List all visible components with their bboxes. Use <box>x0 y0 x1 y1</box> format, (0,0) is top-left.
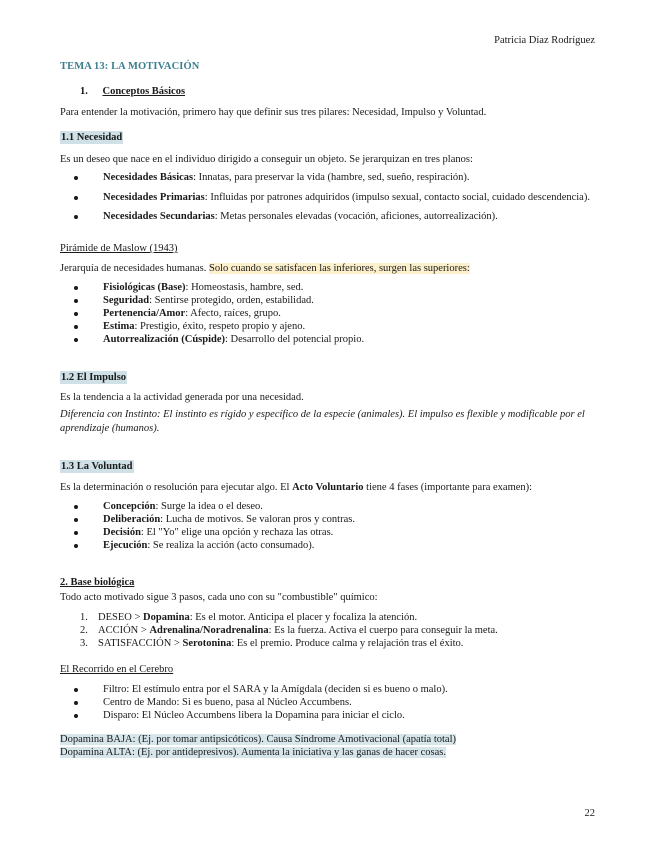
heading-highlight: 1.1 Necesidad <box>61 132 123 143</box>
section-1-2-heading <box>60 371 127 384</box>
section-1-1-intro: Es un deseo que nace en el individuo dirigido a conseguir un objeto. Se jerarquizan en tres planos: <box>60 154 473 165</box>
item-text: : Es la fuerza. Activa el cuerpo para conseguir la meta. <box>268 625 498 636</box>
brain-path-heading: El Recorrido en el Cerebro <box>60 664 174 675</box>
dopamine-note-high <box>60 746 446 759</box>
item-number: 1. <box>80 612 88 623</box>
item-text: : Innatas, para preservar la vida (hambre, sed, sueño, respiración). <box>193 172 470 183</box>
item-text: : Lucha de motivos. Se valoran pros y contras. <box>160 514 355 525</box>
item-term: Estima <box>103 321 135 332</box>
section-2-heading: 2. Base biológica <box>60 577 135 588</box>
bullet-icon <box>74 714 78 718</box>
bullet-icon <box>74 518 78 522</box>
section-number: 1. <box>80 86 88 97</box>
section-1-2-intro: Es la tendencia a la actividad generada por una necesidad. <box>60 392 304 403</box>
item-term: Seguridad <box>103 295 150 306</box>
note-highlight: Dopamina ALTA: (Ej. por antidepresivos). Aumenta la iniciativa y las ganas de hacer cosas. <box>60 747 446 758</box>
item-term: Fisiológicas (Base) <box>103 282 186 293</box>
bullet-icon <box>74 688 78 692</box>
item-term: Necesidades Secundarias <box>103 211 215 222</box>
item-number: 3. <box>80 638 88 649</box>
numbered-item <box>60 637 600 651</box>
item-term: Decisión <box>103 527 141 538</box>
bullet-icon <box>74 325 78 329</box>
item-prefix: DESEO > <box>98 612 144 623</box>
item-term: Dopamina <box>143 612 190 623</box>
item-term: Serotonina <box>182 638 232 649</box>
maslow-heading: Pirámide de Maslow (1943) <box>60 243 178 254</box>
intro-text: Es la determinación o resolución para ejecutar algo. El <box>60 482 293 493</box>
item-text: : Sentirse protegido, orden, estabilidad. <box>149 295 314 306</box>
bullet-icon <box>74 312 78 316</box>
item-term: Necesidades Primarias <box>103 192 205 203</box>
section-1-intro: Para entender la motivación, primero hay que definir sus tres pilares: Necesidad, Impulso y Voluntad. <box>60 107 487 118</box>
item-term: Concepción <box>103 501 156 512</box>
item-text: : Prestigio, éxito, respeto propio y ajeno. <box>134 321 306 332</box>
intro-text-end: tiene 4 fases (importante para examen): <box>363 482 533 493</box>
item-term: Ejecución <box>103 540 148 551</box>
numbered-item <box>60 611 600 625</box>
heading-highlight: 1.3 La Voluntad <box>61 461 133 472</box>
page-number: 22 <box>584 808 595 819</box>
header-author: Patricia Díaz Rodríguez <box>494 35 595 46</box>
item-term: Autorrealización (Cúspide) <box>103 334 226 345</box>
item-prefix: ACCIÓN > <box>98 625 150 636</box>
maslow-intro <box>60 262 470 275</box>
item-term: Necesidades Básicas <box>103 172 194 183</box>
section-1-heading <box>80 85 185 98</box>
note-highlight: Dopamina BAJA: (Ej. por tomar antipsicóticos). Causa Síndrome Amotivacional (apatía total) <box>60 734 456 745</box>
bullet-icon <box>74 701 78 705</box>
numbered-item <box>60 624 600 638</box>
maslow-highlight: Solo cuando se satisfacen las inferiores, surgen las superiores: <box>208 263 470 274</box>
bullet-icon <box>74 286 78 290</box>
item-text: : Es el premio. Produce calma y relajación tras el éxito. <box>231 638 464 649</box>
bullet-icon <box>74 544 78 548</box>
bullet-icon <box>74 299 78 303</box>
item-text: : Homeostasis, hambre, sed. <box>185 282 304 293</box>
section-1-1-heading <box>60 131 123 144</box>
section-title: Conceptos Básicos <box>102 86 186 97</box>
section-2-intro: Todo acto motivado sigue 3 pasos, cada uno con su "combustible" químico: <box>60 592 378 603</box>
item-text: : Metas personales elevadas (vocación, aficiones, autorrealización). <box>214 211 498 222</box>
bullet-icon <box>74 176 78 180</box>
item-text: : Surge la idea o el deseo. <box>155 501 263 512</box>
item-text: : Desarrollo del potencial propio. <box>225 334 365 345</box>
instinct-difference: Diferencia con Instinto: El instinto es rígido y específico de la especie (animales). El impulso es flexible y modificable por el aprendizaje (humanos). <box>60 409 585 434</box>
item-text: : Afecto, raíces, grupo. <box>185 308 281 319</box>
dopamine-note-low <box>60 733 456 746</box>
bullet-icon <box>74 338 78 342</box>
item-term: Adrenalina/Noradrenalina <box>149 625 269 636</box>
document-title: TEMA 13: LA MOTIVACIÓN <box>60 61 200 72</box>
bullet-icon <box>74 196 78 200</box>
maslow-intro-text: Jerarquía de necesidades humanas. <box>60 263 209 274</box>
item-text: : El "Yo" elige una opción y rechaza las otras. <box>140 527 334 538</box>
section-1-3-heading <box>60 460 134 473</box>
item-text: : Es el motor. Anticipa el placer y focaliza la atención. <box>189 612 418 623</box>
intro-term: Acto Voluntario <box>292 482 364 493</box>
item-text: : Se realiza la acción (acto consumado). <box>147 540 315 551</box>
item-term: Pertenencia/Amor <box>103 308 186 319</box>
bullet-icon <box>74 215 78 219</box>
heading-highlight: 1.2 El Impulso <box>61 372 127 383</box>
section-1-3-intro <box>60 481 532 494</box>
item-number: 2. <box>80 625 88 636</box>
item-prefix: SATISFACCIÓN > <box>98 638 183 649</box>
item-text: Disparo: El Núcleo Accumbens libera la Dopamina para iniciar el ciclo. <box>103 710 405 721</box>
item-text: Centro de Mando: Si es bueno, pasa al Núcleo Accumbens. <box>103 697 352 708</box>
bullet-icon <box>74 505 78 509</box>
bullet-icon <box>74 531 78 535</box>
item-text: : Influidas por patrones adquiridos (impulso sexual, contacto social, cuidado descendencia). <box>204 192 590 203</box>
item-text: Filtro: El estímulo entra por el SARA y la Amígdala (deciden si es bueno o malo). <box>103 684 448 695</box>
item-term: Deliberación <box>103 514 161 525</box>
